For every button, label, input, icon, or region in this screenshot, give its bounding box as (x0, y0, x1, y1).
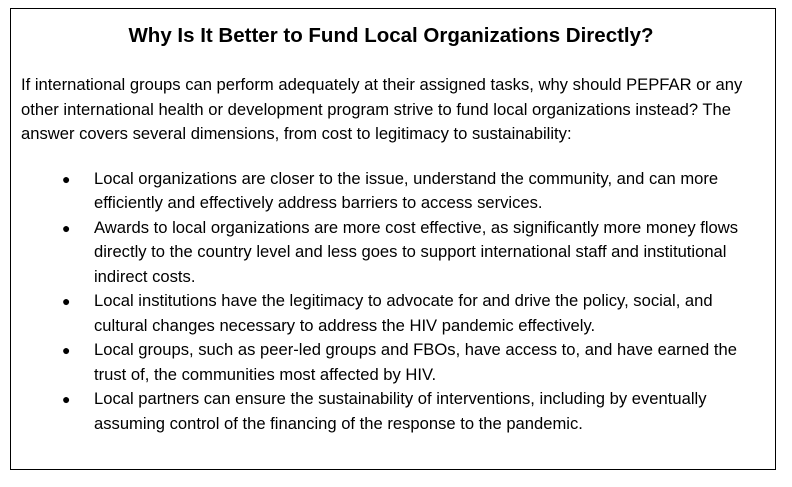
reasons-list (21, 167, 761, 437)
list-item (21, 387, 761, 436)
list-item (21, 216, 761, 290)
bullet-icon: ● (62, 391, 71, 407)
list-item (21, 338, 761, 387)
list-item (21, 167, 761, 216)
text-box (10, 8, 776, 470)
list-item (21, 289, 761, 338)
list-item-text: Local institutions have the legitimacy to advocate for and drive the policy, social, and cultural changes necessary to address the HIV pandemic effectively. (94, 291, 713, 335)
box-title: Why Is It Better to Fund Local Organizations Directly? (128, 24, 654, 47)
bullet-icon: ● (62, 170, 71, 187)
list-item-text: Local organizations are closer to the issue, understand the community, and can more efficiently and effectively address barriers to access services. (94, 168, 719, 212)
list-item-text: Local groups, such as peer-led groups and FBOs, have access to, and have earned the trust of, the communities most affected by HIV. (94, 340, 737, 384)
bullet-icon: ● (62, 219, 71, 236)
list-item-text: Local partners can ensure the sustainability of interventions, including by eventually assuming control of the financing of the response to the pandemic. (94, 389, 707, 433)
intro-paragraph: If international groups can perform adequately at their assigned tasks, why should PEPFAR or any other international health or development program strive to fund local organizations instead? The answer covers several dimensions, from cost to legitimacy to sustainability: (21, 75, 743, 143)
list-item-text: Awards to local organizations are more cost effective, as significantly more money flows directly to the country level and less goes to support international staff and institutional indirect costs. (94, 217, 739, 286)
bullet-icon: ● (62, 342, 71, 358)
bullet-icon: ● (62, 293, 71, 309)
